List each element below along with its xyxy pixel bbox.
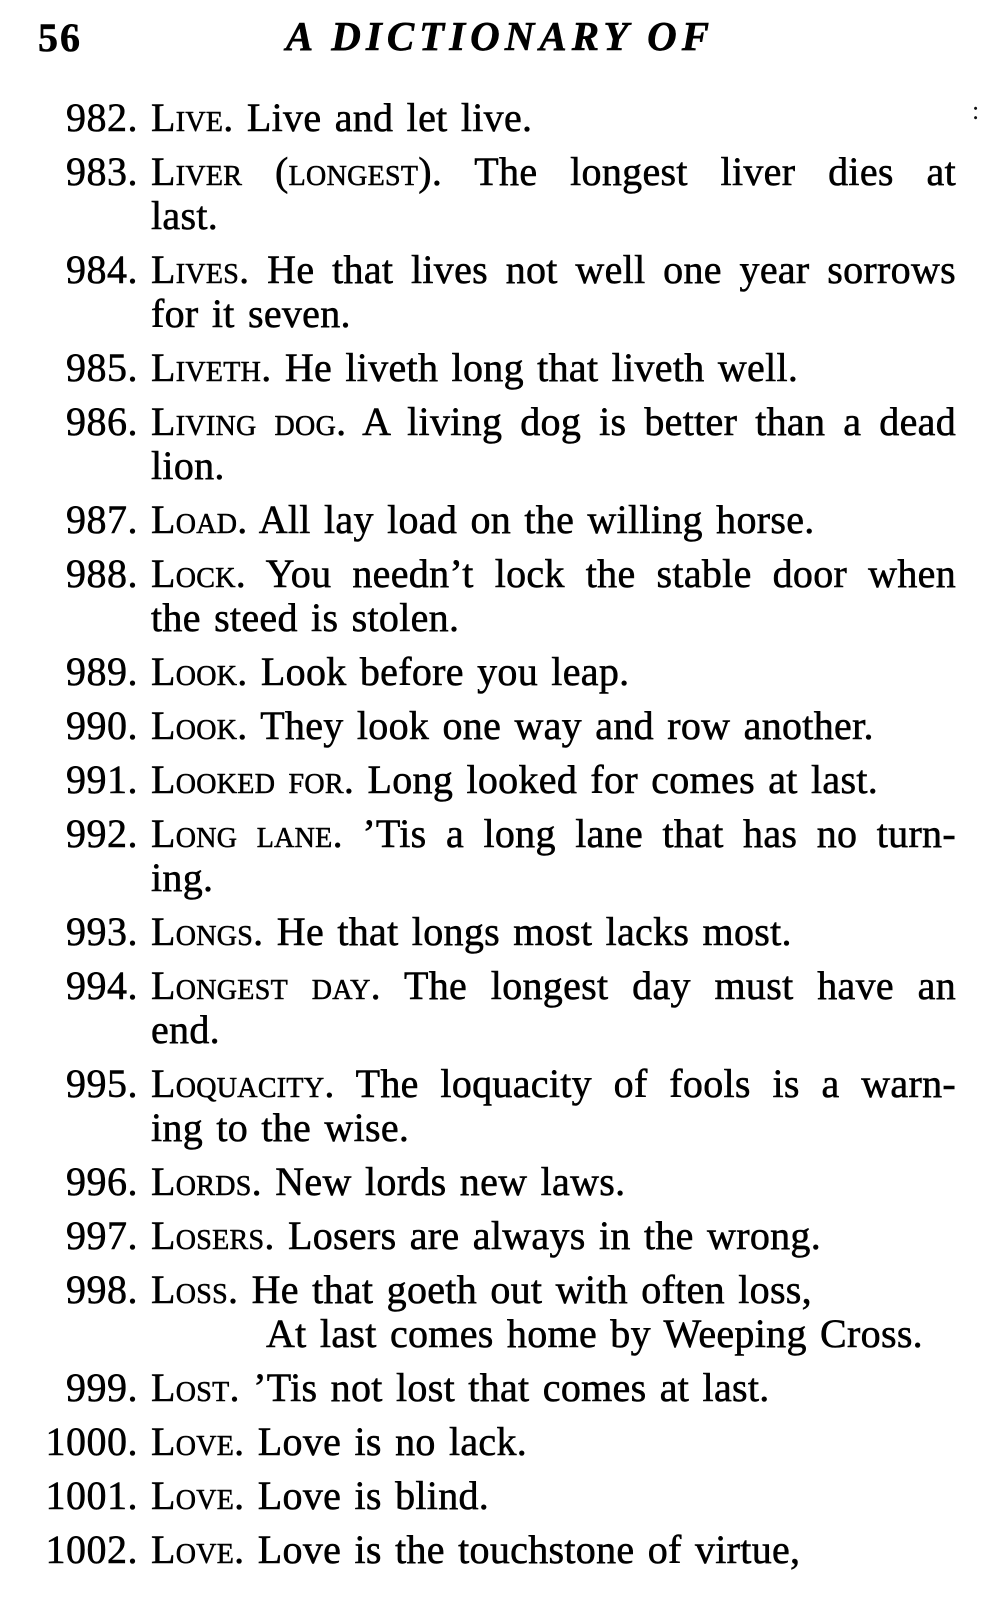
entry-text: The longest day must have an [403, 963, 956, 1008]
entry-text: The longest liver dies at [474, 149, 957, 194]
dictionary-entry [0, 1160, 1000, 1204]
entry-line [151, 964, 956, 1008]
entry-line [151, 96, 956, 140]
entry-keyword: Living dog. [151, 399, 347, 444]
entry-keyword: Love. [151, 1419, 245, 1464]
dictionary-entry [0, 1214, 1000, 1258]
entry-line [151, 248, 956, 292]
entry-text: They look one way and row another. [260, 703, 874, 748]
entry-number: 983. [66, 149, 138, 194]
dictionary-entry [0, 1062, 1000, 1150]
entry-number: 995. [66, 1061, 138, 1106]
entry-text: Love is blind. [257, 1473, 490, 1518]
entry-text: He liveth long that liveth well. [284, 345, 799, 390]
entry-text: You needn’t lock the stable door when [265, 551, 956, 596]
entry-keyword: Lock. [151, 551, 247, 596]
entry-continuation: last. [151, 193, 219, 238]
entry-number: 1000. [45, 1419, 138, 1464]
entry-continuation: At last comes home by Weeping Cross. [266, 1311, 923, 1356]
dictionary-entry [0, 150, 1000, 238]
entry-continuation: for it seven. [151, 291, 351, 336]
entry-keyword: Lives. [151, 247, 250, 292]
dictionary-entry [0, 704, 1000, 748]
entry-keyword: Look. [151, 703, 248, 748]
page-header [0, 0, 1000, 96]
dictionary-entry [0, 964, 1000, 1052]
entry-text: Live and let live. [246, 95, 533, 140]
dictionary-entry [0, 650, 1000, 694]
dictionary-entry [0, 346, 1000, 390]
entry-line [151, 650, 956, 694]
entry-number: 1002. [45, 1527, 138, 1572]
entry-keyword: Love. [151, 1473, 245, 1518]
entry-keyword: Love. [151, 1527, 245, 1572]
entry-text: All lay load on the willing horse. [258, 497, 815, 542]
entry-line [151, 1214, 956, 1258]
entry-line [151, 704, 956, 748]
entry-text: Look before you leap. [260, 649, 630, 694]
entry-line [151, 346, 956, 390]
entry-keyword: Lords. [151, 1159, 262, 1204]
entry-line [151, 758, 956, 802]
entry-text: Love is the touchstone of virtue, [257, 1527, 801, 1572]
entry-number: 991. [66, 757, 138, 802]
dictionary-entry [0, 1474, 1000, 1518]
dictionary-entry [0, 1420, 1000, 1464]
dictionary-entry [0, 400, 1000, 488]
entry-line [151, 150, 956, 194]
entry-text: Long looked for comes at last. [367, 757, 879, 802]
entry-number: 988. [66, 551, 138, 596]
entry-line [151, 1420, 956, 1464]
entry-text: ’Tis not lost that comes at last. [253, 1365, 770, 1410]
entry-number: 984. [66, 247, 138, 292]
entry-keyword: Liveth. [151, 345, 272, 390]
entry-line [151, 910, 956, 954]
dictionary-entry [0, 1528, 1000, 1572]
dictionary-entry [0, 1268, 1000, 1356]
entry-number: 994. [66, 963, 138, 1008]
entry-number: 990. [66, 703, 138, 748]
entry-keyword: Long lane. [151, 811, 343, 856]
entry-continuation: ing. [151, 855, 214, 900]
entry-line [151, 1474, 956, 1518]
entry-keyword: Look. [151, 649, 248, 694]
entry-text: He that lives not well one year sorrows [267, 247, 956, 292]
entry-continuation: ing to the wise. [151, 1105, 410, 1150]
entry-line [151, 498, 956, 542]
dictionary-entry [0, 248, 1000, 336]
running-title: A DICTIONARY OF [285, 13, 715, 59]
entry-number: 999. [66, 1365, 138, 1410]
entry-keyword: Longest day. [151, 963, 381, 1008]
entry-text: A living dog is better than a dead [362, 399, 956, 444]
entry-line [151, 552, 956, 596]
entry-text: ’Tis a long lane that has no turn- [362, 811, 956, 856]
entry-line [151, 1528, 956, 1572]
dictionary-entry [0, 1366, 1000, 1410]
entry-text: He that goeth out with often loss, [251, 1267, 812, 1312]
entry-number: 997. [66, 1213, 138, 1258]
page-number: 56 [38, 15, 82, 60]
entry-keyword: Looked for. [151, 757, 355, 802]
entry-keyword: Liver (longest). [151, 149, 443, 194]
entry-number: 1001. [45, 1473, 138, 1518]
dictionary-entry [0, 758, 1000, 802]
entry-line [151, 1268, 956, 1312]
entry-keyword: Longs. [151, 909, 264, 954]
entry-number: 982. [66, 95, 138, 140]
dictionary-entry [0, 812, 1000, 900]
entry-continuation: end. [151, 1007, 220, 1052]
entry-number: 992. [66, 811, 138, 856]
entry-line [151, 812, 956, 856]
entry-number: 993. [66, 909, 138, 954]
entry-keyword: Loss. [151, 1267, 239, 1312]
entry-keyword: Losers. [151, 1213, 275, 1258]
entry-text: New lords new laws. [275, 1159, 626, 1204]
entry-text: The loquacity of fools is a warn- [355, 1061, 956, 1106]
entry-number: 987. [66, 497, 138, 542]
entry-line [151, 1062, 956, 1106]
dictionary-entry [0, 498, 1000, 542]
entry-keyword: Live. [151, 95, 234, 140]
dictionary-entry [0, 96, 1000, 140]
entry-continuation: the steed is stolen. [151, 595, 460, 640]
dictionary-entry [0, 552, 1000, 640]
dictionary-entry [0, 910, 1000, 954]
scan-artifact-colon: : [972, 96, 980, 125]
entry-keyword: Loquacity. [151, 1061, 335, 1106]
entry-number: 985. [66, 345, 138, 390]
entry-text: Losers are always in the wrong. [288, 1213, 822, 1258]
entry-line [151, 400, 956, 444]
entry-line [151, 1160, 956, 1204]
entry-number: 996. [66, 1159, 138, 1204]
entry-text: Love is no lack. [257, 1419, 528, 1464]
entry-number: 986. [66, 399, 138, 444]
entry-number: 998. [66, 1267, 138, 1312]
entry-line [151, 1366, 956, 1410]
entry-number: 989. [66, 649, 138, 694]
entry-list [0, 96, 1000, 1582]
entry-keyword: Lost. [151, 1365, 240, 1410]
entry-text: He that longs most lacks most. [276, 909, 792, 954]
entry-continuation: lion. [151, 443, 225, 488]
entry-keyword: Load. [151, 497, 248, 542]
